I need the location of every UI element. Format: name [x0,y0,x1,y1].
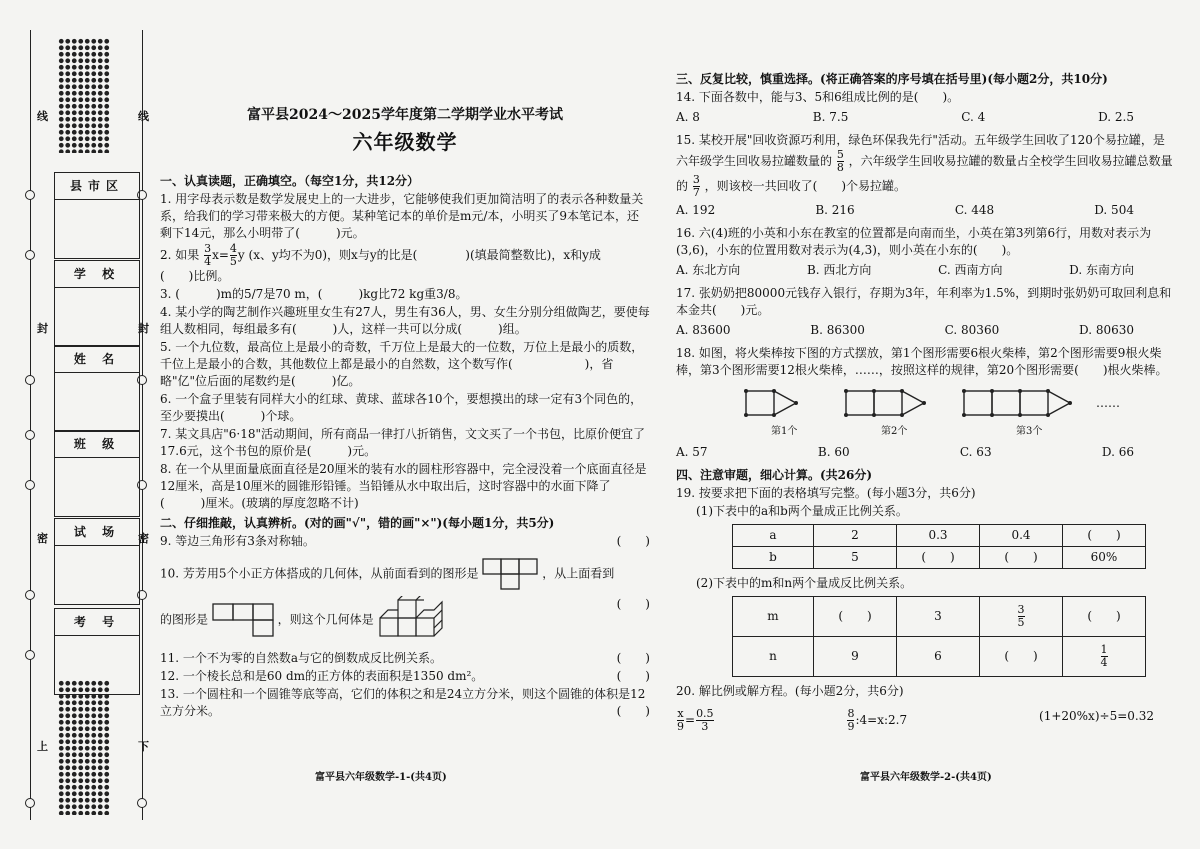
question-6: 6. 一个盒子里装有同样大小的红球、黄球、蓝球各10个，要想摸出的球一定有3个同色的，至少要摸出( )个球。 [160,392,643,423]
binding-char-shang: 上 [37,740,48,753]
matchstick-patterns [736,383,1200,427]
binding-hole [25,480,35,490]
answer-blank[interactable]: ( ) [616,704,650,718]
question-10-cont [160,596,650,644]
q15-text-a: 15. 某校开展"回收资源巧利用，绿色环保我先行"活动。五年级学生回收了120个易拉罐，是六年级学生回收易拉罐数量的 [676,133,1165,168]
exam-subtitle: 六年级数学 [352,130,458,154]
binding-char-xian: 线 [37,110,48,123]
right-column [676,68,1174,733]
answer-blank[interactable]: ( ) [616,597,650,611]
county-field[interactable] [54,172,140,259]
left-column [160,55,650,721]
page-footer-2: 富平县六年级数学-2-(共4页) [860,772,992,783]
table-cell-blank[interactable]: ( ) [980,547,1063,569]
section-4-heading: 四、注意审题，细心计算。(共26分) [676,468,873,482]
q15-fraction-3-7: $\frac{3}{7}$ [692,173,700,199]
exam-room-field[interactable] [54,518,140,605]
table-cell: a [733,525,814,547]
table-cell: 0.4 [980,525,1063,547]
exam-number-field[interactable] [54,608,140,695]
option-d[interactable]: D. 2.5 [1098,110,1134,124]
option-c[interactable]: C. 63 [959,445,992,459]
question-15 [676,132,1174,199]
q2-fraction-3-4: $\frac{3}{4}$ [204,242,212,268]
table-cell: 9 [814,637,897,677]
q9-text: 9. 等边三角形有3条对称轴。 [160,534,315,548]
question-16: 16. 六(4)班的小英和小东在教室的位置都是向南而坐，小英在第3列第6行，用数对表示为(3,6)，小东的位置用数对表示为(4,3)，则小英在小东的( )。 [676,226,1152,257]
question-2: 2. 如果 $\frac{3}{4}$ x= $\frac{4}{5}$ y (x、y均不为0)，则x与y的比是( )(填最简整数比)，x和y成 ( )比例。 [160,243,650,285]
binding-char-feng: 封 [37,322,48,335]
q15-fraction-5-8: $\frac{5}{8}$ [836,148,844,174]
q2-text-b: (x、y均不为0)，则x与y的比是( )(填最简整数比)，x和y成 [248,248,601,262]
table-cell: m [733,597,814,637]
binding-char-mi-2: 密 [138,532,149,545]
figure-label-3: 第3个 [1016,426,1043,437]
fold-line [142,30,143,820]
binding-hole [25,430,35,440]
option-b[interactable]: B. 60 [817,445,850,459]
question-13 [160,686,650,720]
question-12 [160,668,650,685]
table-cell: $\frac{3}{5}$ [980,597,1063,637]
question-20: 20. 解比例或解方程。(每小题2分，共6分) [676,684,904,698]
table-cell-blank[interactable]: ( ) [897,547,980,569]
option-b[interactable]: B. 216 [815,203,855,217]
binding-char-feng-2: 封 [138,322,149,335]
dot-pattern-top [58,38,110,153]
binding-hole [25,375,35,385]
q18-options [676,444,1174,461]
binding-hole [25,650,35,660]
option-b[interactable]: B. 86300 [810,323,865,337]
question-9 [160,533,650,550]
class-field[interactable] [54,430,140,517]
q16-options [676,262,1174,279]
q10-text-d: ，则这个几何体是 [277,612,374,627]
q13-text: 13. 一个圆柱和一个圆锥等底等高，它们的体积之和是24立方分米，则这个圆锥的体积是12立方分米。 [160,687,646,718]
option-c[interactable]: C. 4 [961,110,986,124]
question-19: 19. 按要求把下面的表格填写完整。(每小题3分，共6分) [676,486,976,500]
section-2-heading: 二、仔细推敲，认真辨析。(对的画"√"，错的画"×")(每小题1分，共5分) [160,516,555,530]
section-1-heading: 一、认真读题，正确填空。（每空1分，共12分） [160,174,420,188]
q15-text-c: ，则该校一共回收了( )个易拉罐。 [704,179,907,193]
option-a[interactable]: A. 东北方向 [676,263,741,277]
option-a[interactable]: A. 8 [676,110,700,124]
equation-1: $\frac{x}{9}$ = $\frac{0.5}{3}$ [677,707,714,733]
binding-char-xian-2: 线 [138,110,149,123]
binding-strip [18,30,153,820]
q2-fraction-4-5: $\frac{4}{5}$ [229,242,237,268]
exam-room-label: 试 场 [55,519,139,546]
school-label: 学 校 [55,261,139,288]
option-d[interactable]: D. 504 [1094,203,1134,217]
question-18: 18. 如图，将火柴棒按下图的方式摆放，第1个图形需要6根火柴棒，第2个图形需要9根火柴棒，第3个图形需要12根火柴棒，……，按照这样的规律，第20个图形需要( )根火柴棒。 [676,346,1168,377]
option-a[interactable]: A. 57 [676,445,708,459]
name-field[interactable] [54,345,140,432]
q10-text-a: 10. 芳芳用5个小正方体搭成的几何体，从前面看到的图形是 [160,566,479,581]
question-1: 1. 用字母表示数是数学发展史上的一大进步，它能够使我们更加简洁明了的表示各种数量关系，给我们的学习带来极大的方便。某种笔记本的单价是m元/本，小明买了9本笔记本，还剩下14元，那么小明带了( )元。 [160,192,644,240]
figure-ellipsis: …… [1096,396,1120,410]
table-cell-blank[interactable]: ( ) [1063,525,1146,547]
matchstick-figures [676,383,1174,441]
question-4: 4. 某小学的陶艺制作兴趣班里女生有27人，男生有36人，男、女生分别分组做陶艺，要使每组人数相同，每组最多有( )人，这样一共可以分成( )组。 [160,305,650,336]
question-10 [160,558,650,590]
q15-text-b: ，六年级学生回收易拉罐的数量占全校学生回收易拉罐总数量的 [676,154,1173,193]
option-b[interactable]: B. 西北方向 [806,263,872,277]
answer-blank[interactable]: ( ) [616,651,650,665]
question-3: 3. ( )m的5/7是70 m，( )kg比72 kg重3/8。 [160,287,468,301]
table-cell: 0.3 [897,525,980,547]
front-view-figure [482,558,538,590]
table-cell: 5 [814,547,897,569]
question-5: 5. 一个九位数，最高位上是最小的奇数，千万位上是最大的一位数，万位上是最小的质数，千位上是最小的合数，其他数位上都是最小的自然数，这个数写作( )，省略"亿"位后面的尾数约是( )亿。 [160,340,644,388]
equations-row [676,708,1174,733]
proportion-table-1 [732,524,1146,569]
dot-pattern-bottom [58,680,110,815]
option-a[interactable]: A. 83600 [676,323,731,337]
school-field[interactable] [54,260,140,347]
binding-hole [25,590,35,600]
q10-text-b: ，从上面看到 [542,566,615,581]
option-d[interactable]: D. 东南方向 [1069,263,1134,277]
table-cell-blank[interactable]: ( ) [1063,597,1146,637]
question-19-1: (1)下表中的a和b两个量成正比例关系。 [696,504,908,518]
option-c[interactable]: C. 西南方向 [938,263,1003,277]
q2-text-a: 2. 如果 [160,248,200,262]
page-footer-1: 富平县六年级数学-1-(共4页) [315,772,447,783]
table-cell: n [733,637,814,677]
question-19-2: (2)下表中的m和n两个量成反比例关系。 [696,576,913,590]
option-a[interactable]: A. 192 [676,203,716,217]
class-label: 班 级 [55,431,139,458]
binding-hole [25,250,35,260]
option-d[interactable]: D. 80630 [1079,323,1134,337]
table-cell: 60% [1063,547,1146,569]
option-c[interactable]: C. 80360 [944,323,1000,337]
table-cell: 3 [897,597,980,637]
q2-text-c: ( )比例。 [160,269,230,283]
answer-blank[interactable]: ( ) [616,669,650,683]
q14-options [676,109,1174,126]
top-view-figure [212,603,274,637]
exam-number-label: 考 号 [55,609,139,636]
question-17: 17. 张奶奶把80000元钱存入银行，存期为3年，年利率为1.5%，到期时张奶奶可取回利息和本金共( )元。 [676,286,1172,317]
table-cell: 6 [897,637,980,677]
binding-char-mi: 密 [37,532,48,545]
question-7: 7. 某文具店"6·18"活动期间，所有商品一律打八折销售，文文买了一个书包，比原价便宜了17.6元，这个书包的原价是( )元。 [160,427,646,458]
table-cell: $\frac{1}{4}$ [1063,637,1146,677]
solid-figure [378,596,446,644]
table-cell: b [733,547,814,569]
q12-text: 12. 一个棱长总和是60 dm的正方体的表面积是1350 dm²。 [160,669,484,683]
q11-text: 11. 一个不为零的自然数a与它的倒数成反比例关系。 [160,651,443,665]
option-d[interactable]: D. 66 [1101,445,1134,459]
q15-options [676,202,1174,219]
table-cell-blank[interactable]: ( ) [814,597,897,637]
binding-hole [25,190,35,200]
name-label: 姓 名 [55,346,139,373]
figure-label-2: 第2个 [881,426,908,437]
cut-line [30,30,31,820]
question-14: 14. 下面各数中，能与3、5和6组成比例的是( )。 [676,90,960,104]
figure-label-1: 第1个 [771,426,798,437]
question-11 [160,650,650,667]
table-cell: 2 [814,525,897,547]
answer-blank[interactable]: ( ) [616,534,650,548]
binding-hole [137,798,147,808]
q17-options [676,322,1174,339]
binding-char-xia: 下 [138,740,149,753]
option-c[interactable]: C. 448 [954,203,995,217]
binding-hole [25,798,35,808]
option-b[interactable]: B. 7.5 [812,110,849,124]
county-label: 县市区 [55,173,139,200]
equation-2: $\frac{8}{9}$ :4=x:2.7 [847,707,908,733]
table-cell-blank[interactable]: ( ) [980,637,1063,677]
section-3-heading: 三、反复比较，慎重选择。(将正确答案的序号填在括号里)(每小题2分，共10分) [676,72,1108,86]
proportion-table-2 [732,596,1146,677]
exam-title: 富平县2024～2025学年度第二学期学业水平考试 [247,107,563,123]
q10-text-c: 的图形是 [160,612,209,627]
question-8: 8. 在一个从里面量底面直径是20厘米的装有水的圆柱形容器中，完全浸没着一个底面直径是12厘米，高是10厘米的圆锥形铅锤。当铅锤从水中取出后，这时容器中的水面下降了( )厘米。(玻璃的厚度忽略不计) [160,462,647,510]
equation-3: (1+20%x)÷5=0.32 [1039,709,1154,723]
